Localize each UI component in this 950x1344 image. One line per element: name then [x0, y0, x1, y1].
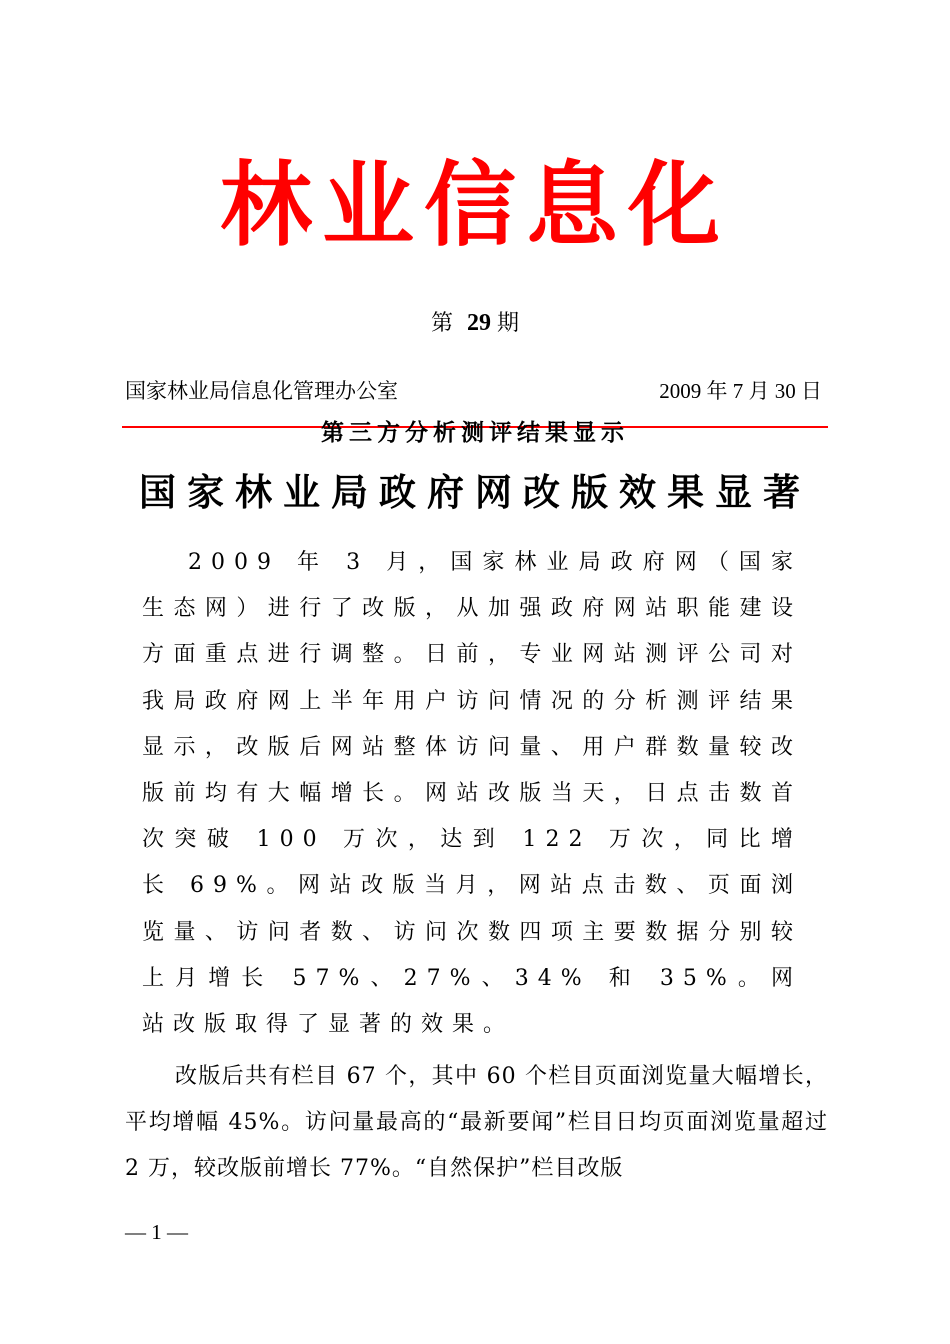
masthead-title: 林业信息化	[219, 151, 730, 259]
issue-prefix: 第	[430, 311, 453, 336]
article-subtitle: 第三方分析测评结果显示	[321, 420, 629, 446]
publish-date: 2009 年 7 月 30 日	[659, 379, 822, 403]
article-headline: 国家林业局政府网改版效果显著	[139, 470, 811, 514]
issue-suffix: 期	[497, 311, 520, 336]
page-number: — 1 —	[125, 1220, 188, 1244]
article-paragraph-2: 改版后共有栏目 67 个，其中 60 个栏目页面浏览量大幅增长，平均增幅 45%。访问量最高的“最新要闻”栏目日均页面浏览量超过 2 万，较改版前增长 77%。“自然保护”栏目改版	[125, 1064, 828, 1181]
article-paragraph-1: 2009 年 3 月，国家林业局政府网（国家生态网）进行了改版，从加强政府网站职能建设方面重点进行调整。日前，专业网站测评公司对我局政府网上半年用户访问情况的分析测评结果显示，改版后网站整体访问量、用户群数量较改版前均有大幅增长。网站改版当天，日点击数首次突破 100 万次，达到 122 万次，同比增长 69%。网站改版当月，网站点击数、页面浏览量、访问者数、访问次数四项主要数据分别较上月增长 57%、27%、34% 和 35%。网站改版取得了显著的效果。	[142, 550, 802, 1038]
issue-num: 29	[467, 310, 491, 336]
publisher-name: 国家林业局信息化管理办公室	[125, 379, 398, 403]
issue-number	[0, 308, 950, 339]
